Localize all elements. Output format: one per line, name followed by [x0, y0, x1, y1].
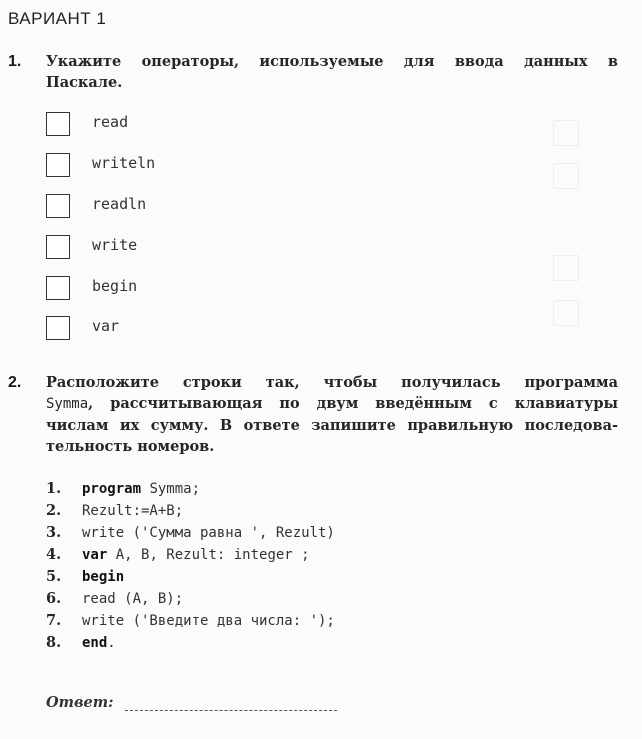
option-writeln[interactable]: [46, 152, 156, 178]
option-label: writeln: [92, 154, 156, 172]
checkbox[interactable]: [46, 276, 70, 300]
checkbox[interactable]: [46, 112, 70, 136]
code-keyword: program: [82, 481, 142, 497]
code-line-number: 8.: [46, 634, 62, 651]
code-text: A, B, Rezult: integer ;: [107, 547, 310, 563]
question-2-text-line: тельность номеров.: [46, 438, 215, 455]
option-label: begin: [92, 277, 138, 295]
question-1-text-line: Укажите операторы, используемые для ввода данных в: [46, 53, 618, 70]
code-line: [46, 480, 200, 497]
code-line: [46, 546, 310, 563]
code-keyword: begin: [82, 569, 125, 585]
code-line: [46, 502, 183, 519]
code-line: [46, 590, 183, 607]
option-label: write: [92, 236, 138, 254]
question-2-text-line: числам их сумму. В ответе запишите правильную последова-: [46, 417, 618, 434]
code-keyword: end: [82, 635, 108, 651]
question-2-text-line: Расположите строки так, чтобы получилась программа: [46, 374, 618, 391]
code-line-number: 3.: [46, 524, 62, 541]
code-line-number: 2.: [46, 502, 62, 519]
answer-field[interactable]: [125, 710, 337, 711]
code-line-number: 5.: [46, 568, 62, 585]
code-line: [46, 634, 116, 651]
option-label: var: [92, 317, 120, 335]
question-2-number: 2.: [8, 374, 22, 391]
checkbox[interactable]: [46, 153, 70, 177]
question-1-text: [46, 51, 618, 93]
question-1-number: 1.: [8, 53, 22, 70]
option-label: readln: [92, 195, 147, 213]
code-line-number: 1.: [46, 480, 62, 497]
option-label: read: [92, 113, 129, 131]
code-text: .: [107, 635, 116, 651]
bleed-through-box: [553, 163, 579, 189]
question-2-text-part: , рассчитывающая по двум введённым с клавиатуры: [88, 395, 618, 412]
code-text: write ('Введите два числа: ');: [82, 613, 335, 629]
code-line: [46, 524, 335, 541]
option-readln[interactable]: [46, 193, 147, 219]
checkbox[interactable]: [46, 194, 70, 218]
code-line-number: 4.: [46, 546, 62, 563]
bleed-through-box: [553, 120, 579, 146]
bleed-through-box: [553, 255, 579, 281]
bleed-through-box: [553, 300, 579, 326]
variant-title: ВАРИАНТ 1: [8, 9, 107, 28]
option-var[interactable]: [46, 315, 120, 341]
code-line-number: 6.: [46, 590, 62, 607]
option-begin[interactable]: [46, 275, 138, 301]
code-keyword: var: [82, 547, 108, 563]
code-text: read (A, B);: [82, 591, 184, 607]
answer-label: Ответ:: [46, 694, 114, 711]
checkbox[interactable]: [46, 316, 70, 340]
code-line: [46, 612, 335, 629]
option-read[interactable]: [46, 111, 129, 137]
code-text: write ('Сумма равна ', Rezult): [82, 525, 335, 541]
code-line-number: 7.: [46, 612, 62, 629]
code-line: [46, 568, 124, 585]
program-name: Symma: [46, 396, 89, 412]
checkbox[interactable]: [46, 235, 70, 259]
question-1-text-line: Паскале.: [46, 74, 123, 91]
option-write[interactable]: [46, 234, 138, 260]
code-text: Symma;: [141, 481, 201, 497]
code-text: Rezult:=A+B;: [82, 503, 184, 519]
question-2-text: [46, 372, 618, 457]
question-2-text-line: [46, 393, 618, 415]
